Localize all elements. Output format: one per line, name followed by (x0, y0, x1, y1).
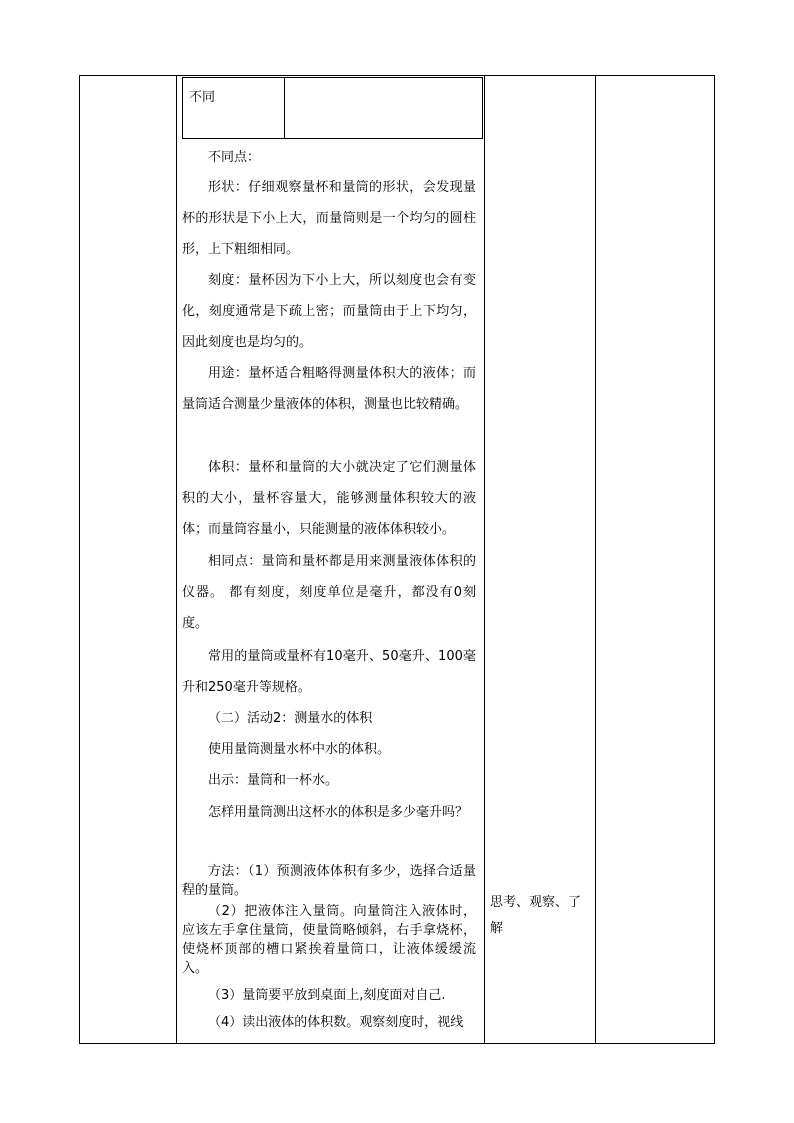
inner-table-bottom (182, 138, 483, 139)
paragraph-volume: 体积：量杯和量筒的大小就决定了它们测量体积的大小，量杯容量大，能够测量体积较大的液体；而量筒容量小，只能测量的液体体积较小。 (182, 460, 476, 537)
table-right-border (714, 75, 715, 1044)
table-top-border (79, 75, 715, 76)
inner-table-right (482, 77, 483, 139)
paragraph-differences-heading: 不同点： (208, 150, 261, 165)
paragraph-similarities: 相同点：量筒和量杯都是用来测量液体体积的仪器。 都有刻度，刻度单位是毫升，都没有0刻度。 (182, 554, 476, 631)
paragraph-method-1: 方法：（1）预测液体体积有多少，选择合适量程的量筒。 (182, 864, 476, 898)
paragraph-method-4: （4）读出液体的体积数。观察刻度时，视线 (208, 1015, 464, 1030)
paragraph-method-2: （2）把液体注入量筒。向量筒注入液体时，应该左手拿住量筒，使量筒略倾斜，右手拿烧杯，使烧杯顶部的槽口紧挨着量筒口，让液体缓缓流入。 (182, 904, 476, 976)
paragraph-method-3: （3）量筒要平放到桌面上,刻度面对自己. (208, 988, 446, 1003)
table-bottom-border (79, 1043, 715, 1044)
table-left-border (79, 75, 80, 1044)
paragraph-question: 怎样用量筒测出这杯水的体积是多少毫升吗？ (208, 805, 469, 820)
paragraph-usage: 用途：量杯适合粗略得测量体积大的液体；而量筒适合测量少量液体的体积，测量也比较精确。 (182, 366, 476, 412)
column-divider (484, 75, 485, 1044)
column-divider (176, 75, 177, 1044)
paragraph-scale: 刻度：量杯因为下小上大，所以刻度也会有变化，刻度通常是下疏上密；而量筒由于上下均匀，因此刻度也是均匀的。 (182, 273, 476, 350)
paragraph-show: 出示：量筒和一杯水。 (208, 773, 339, 788)
student-activity-cell: 思考、观察、了解 (490, 895, 582, 936)
paragraph-task: 使用量筒测量水杯中水的体积。 (208, 742, 391, 757)
inner-table-top (182, 77, 483, 78)
inner-table-label: 不同 (189, 90, 216, 105)
paragraph-common-sizes: 常用的量筒或量杯有10毫升、50毫升、100毫升和250毫升等规格。 (182, 649, 476, 695)
paragraph-shape: 形状：仔细观察量杯和量筒的形状，会发现量杯的形状是下小上大，而量筒则是一个均匀的圆柱形，上下粗细相同。 (182, 180, 476, 257)
inner-table-left (182, 77, 183, 139)
inner-table-mid (284, 77, 285, 139)
paragraph-activity-2: （二）活动2：测量水的体积 (208, 711, 373, 726)
column-divider (595, 75, 596, 1044)
